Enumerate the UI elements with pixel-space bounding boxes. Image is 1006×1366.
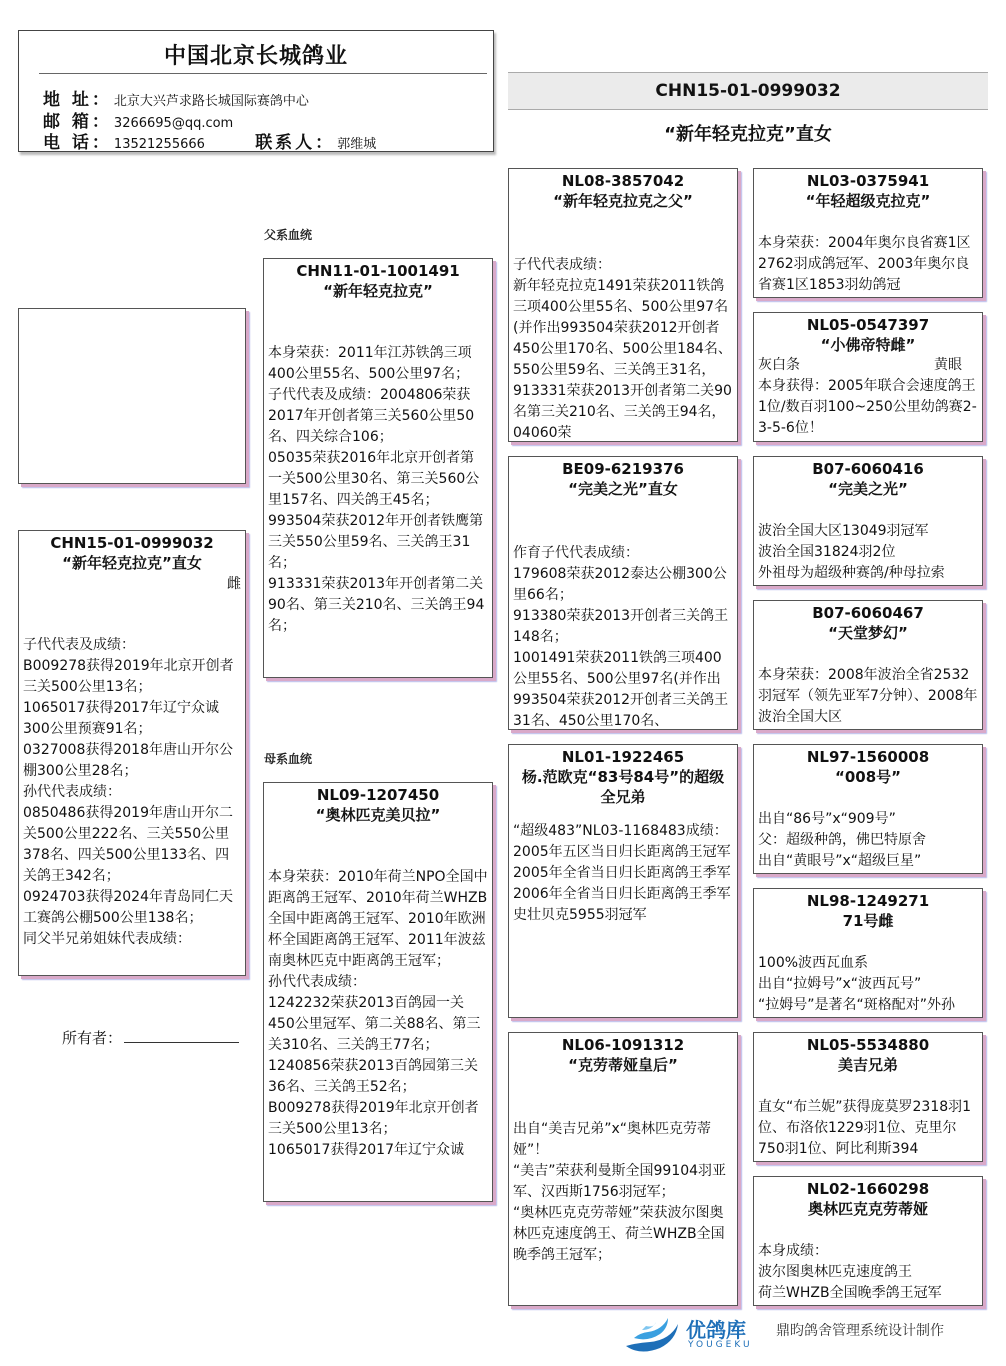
dd-name: “克劳蒂娅皇后” [568,1056,678,1074]
dss-name: “008号” [834,768,902,786]
dds-body: 直女“布兰妮”获得庞莫罗2318羽1位、布洛依1229羽1位、克里尔750羽1位、阿比利斯394 [758,1099,972,1157]
dss-body: 出自“86号”x“909号” 父：超级种鸽，佛巴特原舍 出自“黄眼号”x“超级巨星” [758,811,926,869]
ssd-color: 灰白条 [758,357,800,373]
owner-field [62,1027,239,1048]
sdd-body: 本身荣获：2008年波治全省2532羽冠军（领先亚军7分钟）、2008年波治全国大区 [758,667,978,725]
sire-ring: CHN11-01-1001491 [296,262,460,280]
loft-header [18,30,494,152]
ssd-body: 本身获得：2005年联合会速度鸽王1位/数百羽100~250公里幼鸽赛2-3-5-6位！ [758,378,977,436]
dds-card [753,1032,983,1162]
photo-frame [18,308,246,484]
dam-name: “奥林匹克美贝拉” [315,806,441,824]
dam-sire-card [508,744,738,1018]
sss-body: 本身荣获：2004年奥尔良省赛1区2762羽成鸽冠军、2003年奥尔良省赛1区1853羽幼鸽冠 [758,235,971,293]
subject-name: “新年轻克拉克”直女 [664,124,832,145]
sire-sire-card [508,168,738,442]
address-label: 地 址： [43,90,112,110]
sss-ring: NL03-0375941 [806,172,930,190]
owner-line[interactable] [124,1028,239,1043]
card-body: 子代代表及成绩： B009278获得2019年北京开创者三关500公里13名； 1065017获得2017年辽宁众诚300公里预赛91名； 0327008获得2018年唐山开尔公棚300公里28名； 孙代代表成绩： 0850486获得2019年唐山开尔二关500公里222名、三关550公里378名、四关500公里133名、四关鸽王342名； 0924703获得2024年青岛同仁天工赛鸽公棚500公里138名； 同父半兄弟姐妹代表成绩： [23,637,234,947]
sire-dam-card [508,456,738,730]
sdd-name: “天堂梦幻” [828,624,908,642]
ssd-color-row [754,355,982,376]
owner-label: 所有者： [62,1029,123,1047]
sd-name: “完美之光”直女 [568,480,678,498]
ssd-ring: NL05-0547397 [806,316,930,334]
loft-title: 中国北京长城鸽业 [163,44,348,69]
sds-ring: B07-6060416 [812,460,924,478]
main-pigeon-card [18,530,246,976]
ssd-card [753,312,983,442]
brand-sub: YOUGEKU [688,1340,753,1350]
phone-value: 13521255666 [113,137,205,152]
dds-name: 美吉兄弟 [837,1056,898,1074]
subject-ring: CHN15-01-0999032 [508,72,988,110]
email-value[interactable]: 3266695@qq.com [113,116,234,131]
dam-dam-card [508,1032,738,1306]
sire-body: 本身荣获：2011年江苏铁鸽三项400公里55名、500公里97名； 子代代表及成绩：2004806荣获2017年开创者第三关560公里50名、四关综合106； 05035荣获2016年北京开创者第一关500公里30名、第三关560公里157名、四关鸽王45名； 993504荣获2012年开创者铁鹰第三关550公里59名、三关鸽王31名； 913331荣获2013年开创者第二关90名、第三关210名、三关鸽王94名； [268,345,485,634]
dss-card [753,744,983,874]
sdd-ring: B07-6060467 [812,604,924,622]
sds-name: “完美之光” [828,480,908,498]
dam-ring: NL09-1207450 [316,786,440,804]
dsd-card [753,888,983,1018]
ss-ring: NL08-3857042 [561,172,685,190]
brand-swirl-icon [620,1312,682,1358]
sss-name: “年轻超级克拉克” [805,192,931,210]
dam-body: 本身荣获：2010年荷兰NPO全国中距离鸽王冠军、2010年荷兰WHZB全国中距离鸽王冠军、2010年欧洲杯全国距离鸽王冠军、2011年波兹南奥林匹克中距离鸽王冠军； 孙代代表成绩： 1242232荣获2013百鸽园一关450公里冠军、第二关88名、第三关310名、三关鸽王77名； 1240856荣获2013百鸽园第三关36名、三关鸽王52名； B009278获得2019年北京开创者三关500公里13名； 1065017获得2017年辽宁众诚 [268,869,488,1158]
ddd-ring: NL02-1660298 [806,1180,930,1198]
dd-ring: NL06-1091312 [561,1036,685,1054]
footer-credit: 鼎昀鸽舍管理系统设计制作 [776,1323,944,1339]
card-name: “新年轻克拉克”直女 [62,554,202,572]
dam-section-label: 母系血统 [264,752,313,766]
sire-name: “新年轻克拉克” [323,282,433,300]
ddd-body: 本身成绩： 波尔图奥林匹克速度鸽王 荷兰WHZB全国晚季鸽王冠军 [758,1243,942,1301]
contact-value: 郭维城 [337,137,377,152]
ddd-card [753,1176,983,1306]
sd-body: 作育子代代表成绩： 179608荣获2012泰达公棚300公里66名； 913380荣获2013开创者三关鸽王148名； 1001491荣获2011铁鸽三项400公里55名、500公里97名(并作出993504荣获2012开创者三关鸽王31名、450公里170名、 [513,545,729,729]
dd-body: 出自“美吉兄弟”x“奥林匹克劳蒂娅”！ “美吉”荣获利曼斯全国99104羽亚军、汉西斯1756羽冠军； “奥林匹克克劳蒂娅”荣获波尔图奥林匹克速度鸽王、荷兰WHZB全国晚季鸽王冠军； [513,1121,727,1263]
sds-body: 波治全国大区13049羽冠军 波治全国31824羽2位 外祖母为超级种赛鸽/种母拉索 [758,523,945,581]
footer-logo [620,1312,1000,1362]
dam-card [263,782,493,1202]
sire-card [263,258,493,678]
dsd-ring: NL98-1249271 [806,892,930,910]
ssd-name: “小佛帝特雌” [820,336,916,354]
ss-body: 子代代表成绩： 新年轻克拉克1491荣获2011铁鸽三项400公里55名、500公里97名(并作出993504荣获2012开创者450公里170名、500公里184名、550公里59名、三关鸽王31名，913331荣获2013开创者第二关90名第三关210名、三关鸽王94名，04060荣 [513,257,732,441]
card-ring: CHN15-01-0999032 [50,534,214,552]
dsd-name: 71号雌 [842,912,894,930]
ss-name: “新年轻克拉克之父” [553,192,693,210]
sss-card [753,168,983,298]
phone-label: 电 话： [43,133,112,153]
ddd-name: 奥林匹克克劳蒂娅 [807,1200,928,1218]
ds-body: “超级483”NL03-1168483成绩： 2005年五区当日归长距离鸽王冠军 2005年全省当日归长距离鸽王季军 2006年全省当日归长距离鸽王季军 史壮贝克5955羽冠军 [513,823,731,923]
dss-ring: NL97-1560008 [806,748,930,766]
address-value: 北京大兴芦求路长城国际赛鸽中心 [113,94,309,109]
sire-section-label: 父系血统 [264,228,313,242]
brand-name: 优鸽库 [686,1318,746,1342]
header-divider [39,73,487,74]
dsd-body: 100%波西瓦血系 出自“拉姆号”x“波西瓦号” “拉姆号”是著名“斑格配对”外孙 [758,955,956,1013]
contact-label: 联系人： [255,133,336,153]
sd-ring: BE09-6219376 [562,460,684,478]
email-label: 邮 箱： [43,112,112,132]
sdd-card [753,600,983,730]
ds-name: 杨.范欧克“83号84号”的超级全兄弟 [521,768,725,806]
phone-row [43,128,376,153]
dds-ring: NL05-5534880 [806,1036,930,1054]
card-sex: 雌 [227,576,241,592]
ds-ring: NL01-1922465 [561,748,685,766]
sds-card [753,456,983,586]
ssd-eye: 黄眼 [934,357,962,373]
